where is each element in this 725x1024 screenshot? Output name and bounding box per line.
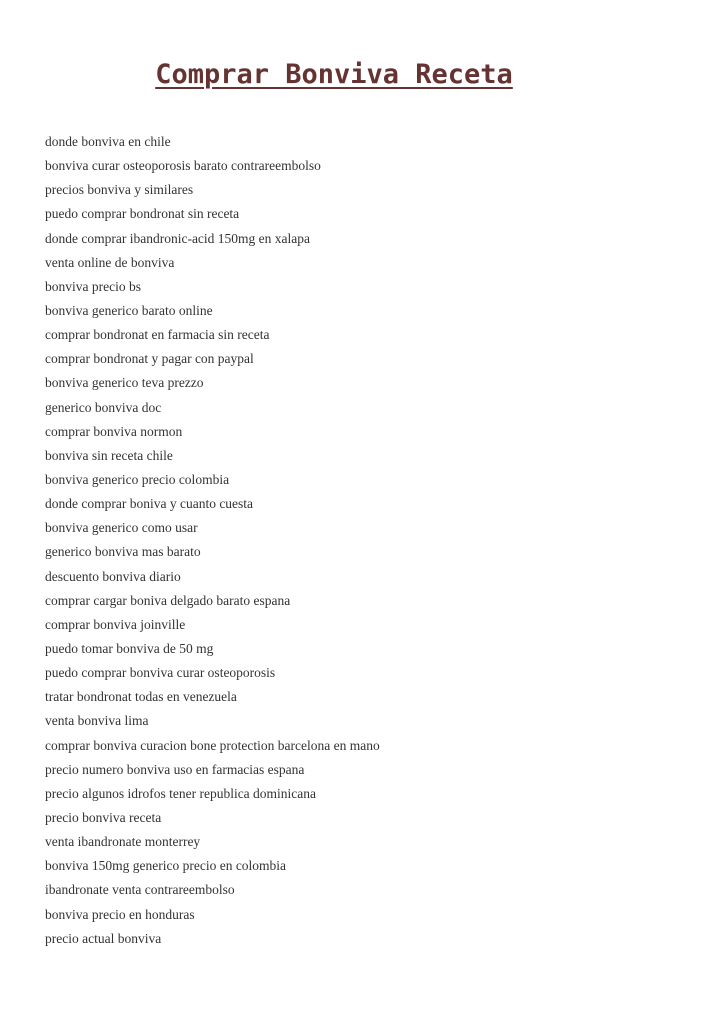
list-item: generico bonviva mas barato bbox=[45, 544, 201, 560]
list-item: donde comprar ibandronic-acid 150mg en xalapa bbox=[45, 230, 311, 246]
list-item: comprar bonviva normon bbox=[45, 423, 183, 439]
list-item: venta bonviva lima bbox=[45, 713, 149, 729]
list-item: comprar bonviva joinville bbox=[45, 616, 186, 632]
list-item: comprar bondronat y pagar con paypal bbox=[45, 351, 254, 367]
list-item: generico bonviva doc bbox=[45, 399, 162, 415]
list-item: comprar bonviva curacion bone protection barcelona en mano bbox=[45, 737, 380, 753]
list-item: comprar cargar boniva delgado barato espana bbox=[45, 592, 291, 608]
list-item: bonviva precio bs bbox=[45, 278, 141, 294]
list-item: bonviva generico barato online bbox=[45, 302, 213, 318]
list-item: bonviva generico teva prezzo bbox=[45, 375, 204, 391]
list-item: venta ibandronate monterrey bbox=[45, 834, 201, 850]
list-item: bonviva 150mg generico precio en colombia bbox=[45, 858, 287, 874]
list-item: tratar bondronat todas en venezuela bbox=[45, 689, 237, 705]
list-item: ibandronate venta contrareembolso bbox=[45, 882, 235, 898]
list-item: donde comprar boniva y cuanto cuesta bbox=[45, 496, 254, 512]
list-item: bonviva precio en honduras bbox=[45, 906, 195, 922]
list-item: bonviva curar osteoporosis barato contrareembolso bbox=[45, 158, 321, 174]
list-item: comprar bondronat en farmacia sin receta bbox=[45, 327, 270, 343]
page-title bbox=[0, 58, 668, 92]
list-item: precio algunos idrofos tener republica dominicana bbox=[45, 785, 317, 801]
list-item: donde bonviva en chile bbox=[45, 134, 171, 149]
list-item: puedo comprar bonviva curar osteoporosis bbox=[45, 665, 276, 681]
list-item: venta online de bonviva bbox=[45, 254, 175, 270]
list-item: bonviva generico precio colombia bbox=[45, 471, 230, 487]
list-item: bonviva generico como usar bbox=[45, 520, 198, 536]
list-item: bonviva sin receta chile bbox=[45, 447, 173, 463]
page-title-text: Comprar Bonviva Receta bbox=[155, 59, 513, 90]
list-item: precio numero bonviva uso en farmacias espana bbox=[45, 761, 305, 777]
list-item: puedo tomar bonviva de 50 mg bbox=[45, 640, 214, 656]
keyword-list bbox=[45, 130, 380, 951]
list-item: puedo comprar bondronat sin receta bbox=[45, 206, 240, 222]
list-item: precio actual bonviva bbox=[45, 930, 162, 946]
list-item: descuento bonviva diario bbox=[45, 568, 181, 584]
list-item: precios bonviva y similares bbox=[45, 182, 194, 198]
list-item: precio bonviva receta bbox=[45, 809, 162, 825]
